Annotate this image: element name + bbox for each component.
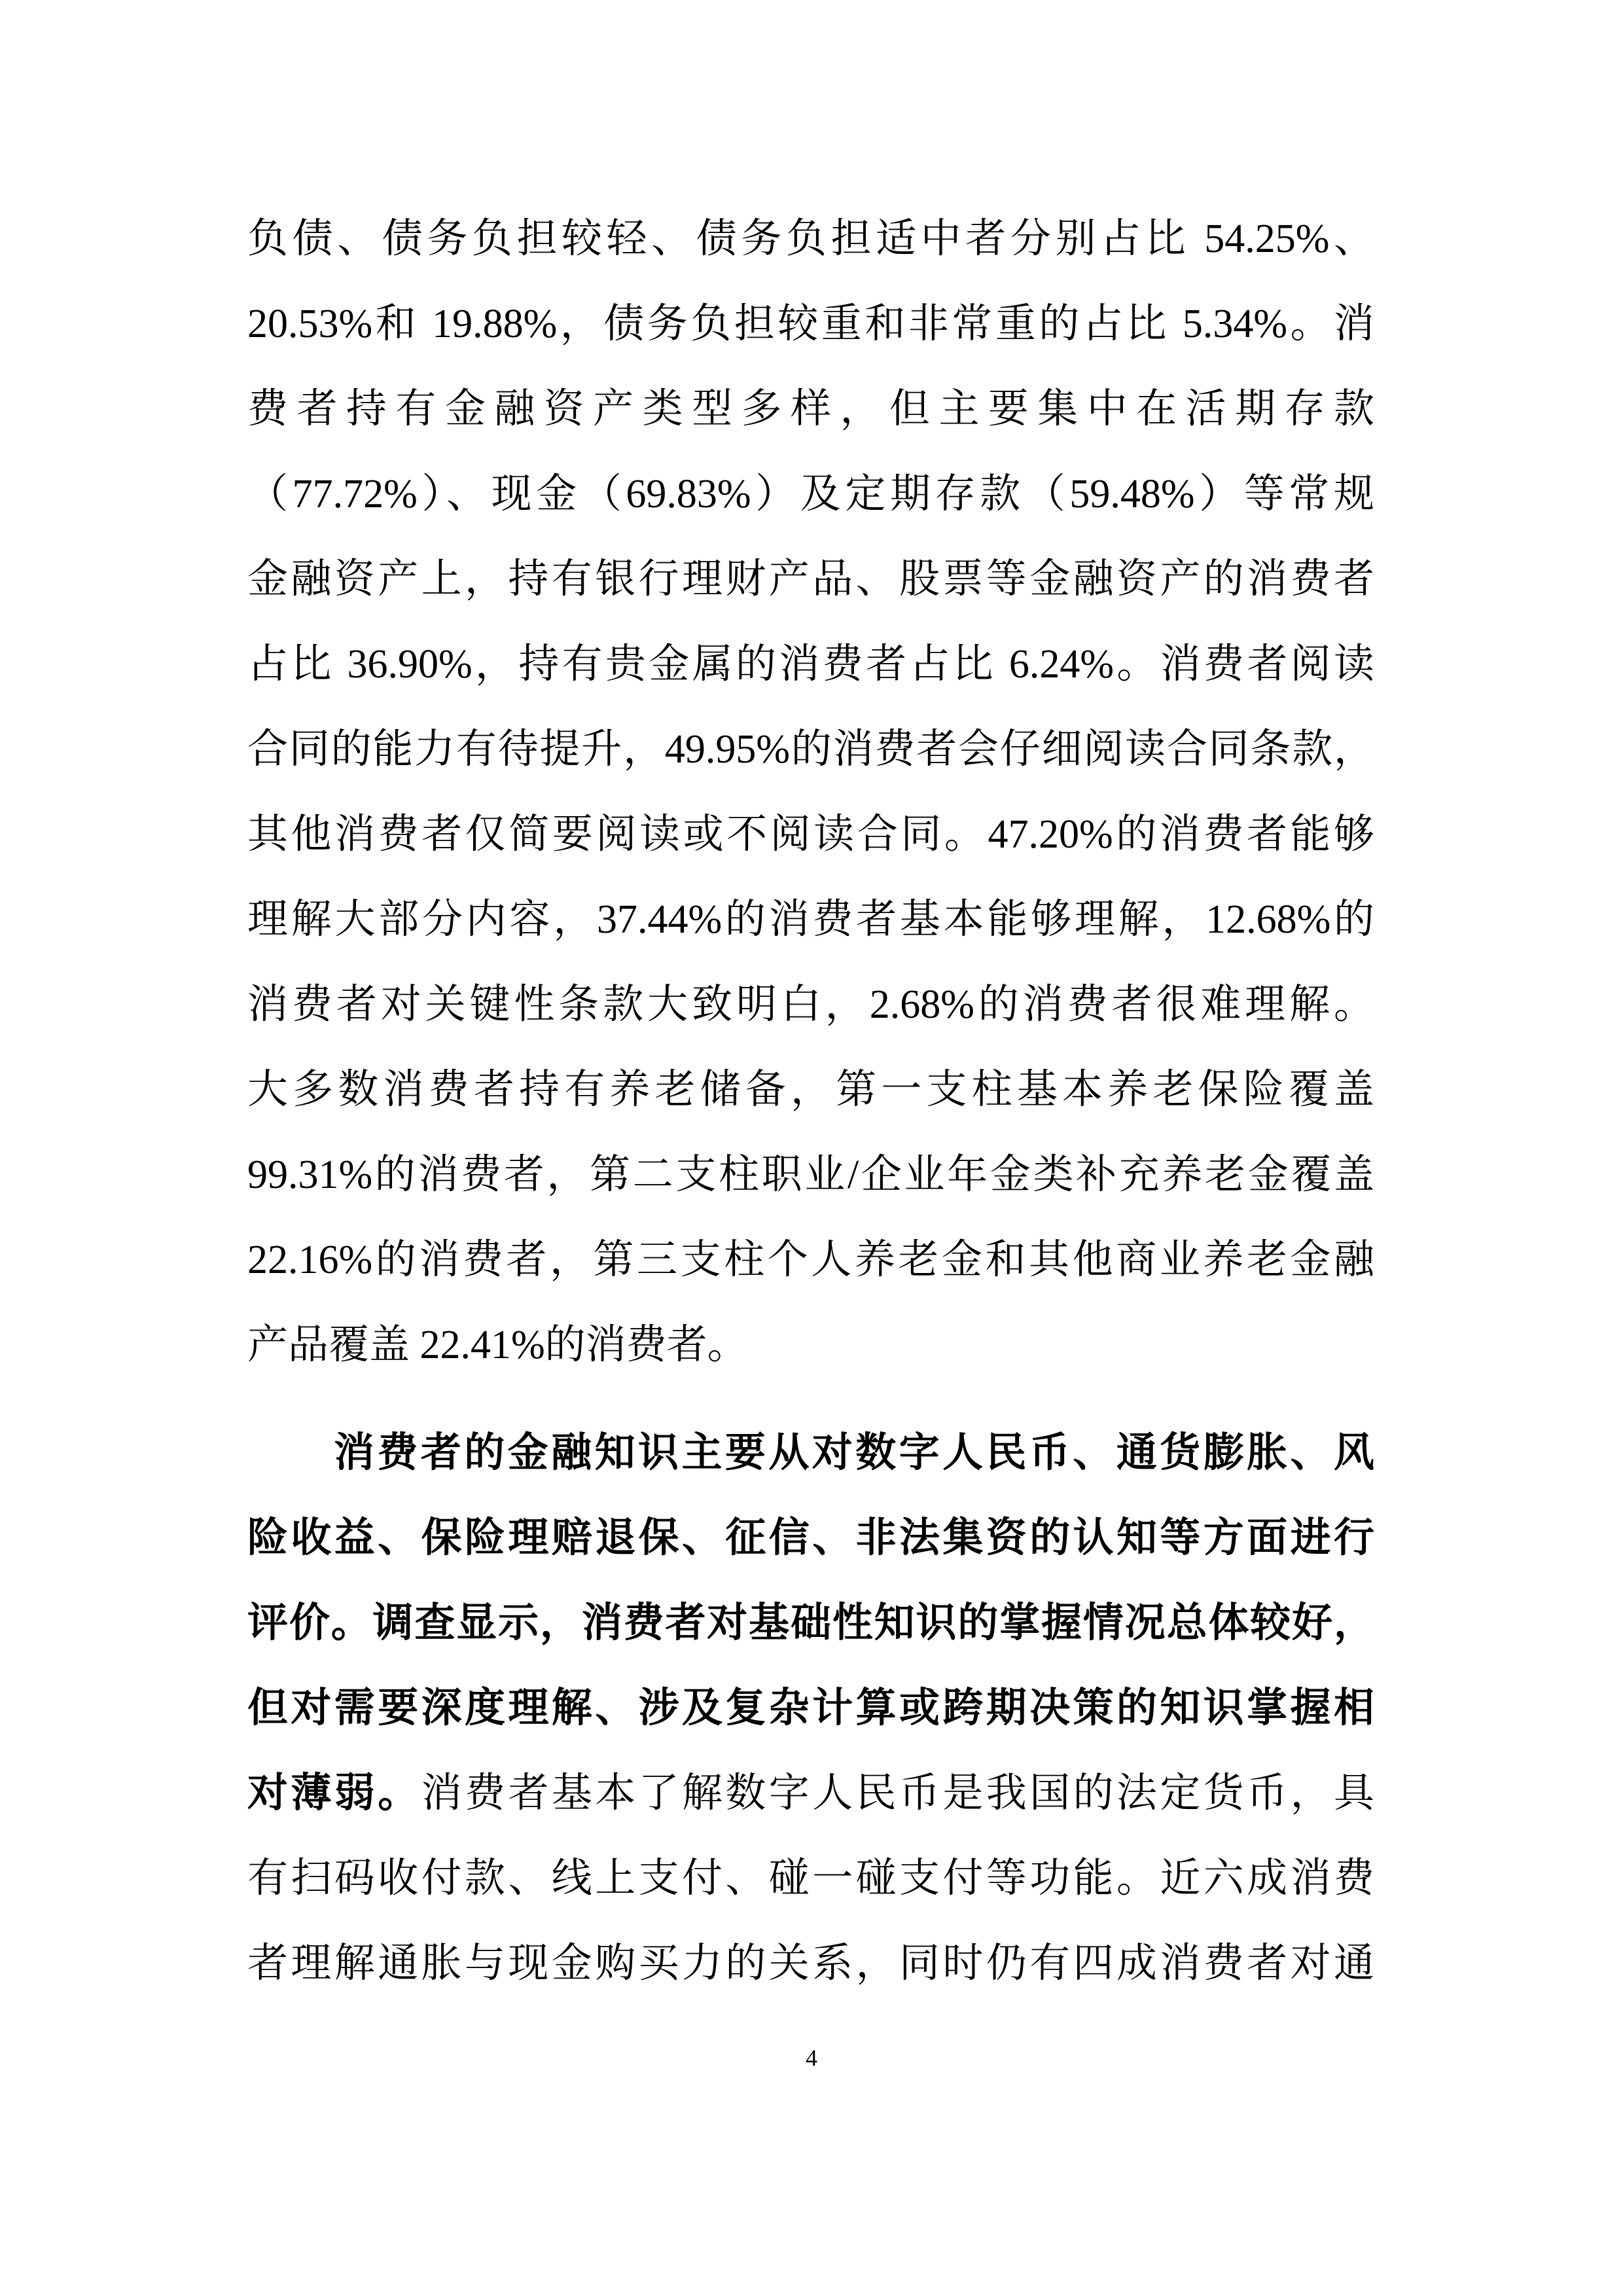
paragraph-line-first bbox=[334, 1427, 1374, 1479]
paragraph-line bbox=[247, 1937, 1374, 1990]
paragraph-line bbox=[247, 1682, 1374, 1734]
paragraph-line-last: 产品覆盖 22.41%的消费者。 bbox=[247, 1323, 748, 1367]
paragraph-line: （77.72%）、现金（69.83%）及定期存款（59.48%）等常规 bbox=[247, 472, 1374, 516]
paragraph-line: 金融资产上，持有银行理财产品、股票等金融资产的消费者 bbox=[247, 557, 1374, 601]
paragraph-line: 其他消费者仅简要阅读或不阅读合同。47.20%的消费者能够 bbox=[247, 812, 1374, 857]
paragraph-line: 理解大部分内容，37.44%的消费者基本能够理解，12.68%的 bbox=[247, 897, 1374, 942]
paragraph-line: 99.31%的消费者，第二支柱职业/企业年金类补充养老金覆盖 bbox=[247, 1153, 1374, 1197]
paragraph-line: 大多数消费者持有养老储备，第一支柱基本养老保险覆盖 bbox=[247, 1067, 1374, 1112]
bold-summary-text: 但对需要深度理解、涉及复杂计算或跨期决策的知识掌握相 bbox=[247, 1685, 1374, 1731]
paragraph-line bbox=[247, 1767, 1374, 1820]
page-number: 4 bbox=[806, 2045, 817, 2071]
paragraph-line: 消费者对关键性条款大致明白，2.68%的消费者很难理解。 bbox=[247, 982, 1374, 1027]
paragraph-line: 20.53%和 19.88%，债务负担较重和非常重的占比 5.34%。消 bbox=[247, 302, 1374, 346]
paragraph-line bbox=[247, 1597, 1374, 1649]
regular-body-text: 者理解通胀与现金购买力的关系，同时仍有四成消费者对通 bbox=[247, 1941, 1374, 1986]
bold-summary-text: 评价。调查显示，消费者对基础性知识的掌握情况总体较好， bbox=[247, 1600, 1374, 1645]
regular-body-text: 消费者基本了解数字人民币是我国的法定货币，具 bbox=[421, 1771, 1374, 1816]
bold-summary-text: 对薄弱。 bbox=[247, 1770, 421, 1816]
paragraph-line: 占比 36.90%，持有贵金属的消费者占比 6.24%。消费者阅读 bbox=[247, 642, 1374, 687]
paragraph-line bbox=[247, 1852, 1374, 1905]
paragraph-line bbox=[247, 1512, 1374, 1564]
paragraph-line: 22.16%的消费者，第三支柱个人养老金和其他商业养老金融 bbox=[247, 1238, 1374, 1282]
regular-body-text: 有扫码收付款、线上支付、碰一碰支付等功能。近六成消费 bbox=[247, 1856, 1374, 1901]
bold-summary-text: 险收益、保险理赔退保、征信、非法集资的认知等方面进行 bbox=[247, 1515, 1374, 1560]
paragraph-line: 费者持有金融资产类型多样，但主要集中在活期存款 bbox=[247, 387, 1374, 431]
bold-summary-text: 消费者的金融知识主要从对数字人民币、通货膨胀、风 bbox=[334, 1430, 1374, 1475]
paragraph-line: 负债、债务负担较轻、债务负担适中者分别占比 54.25%、 bbox=[247, 217, 1374, 261]
paragraph-line: 合同的能力有待提升，49.95%的消费者会仔细阅读合同条款， bbox=[247, 727, 1374, 772]
